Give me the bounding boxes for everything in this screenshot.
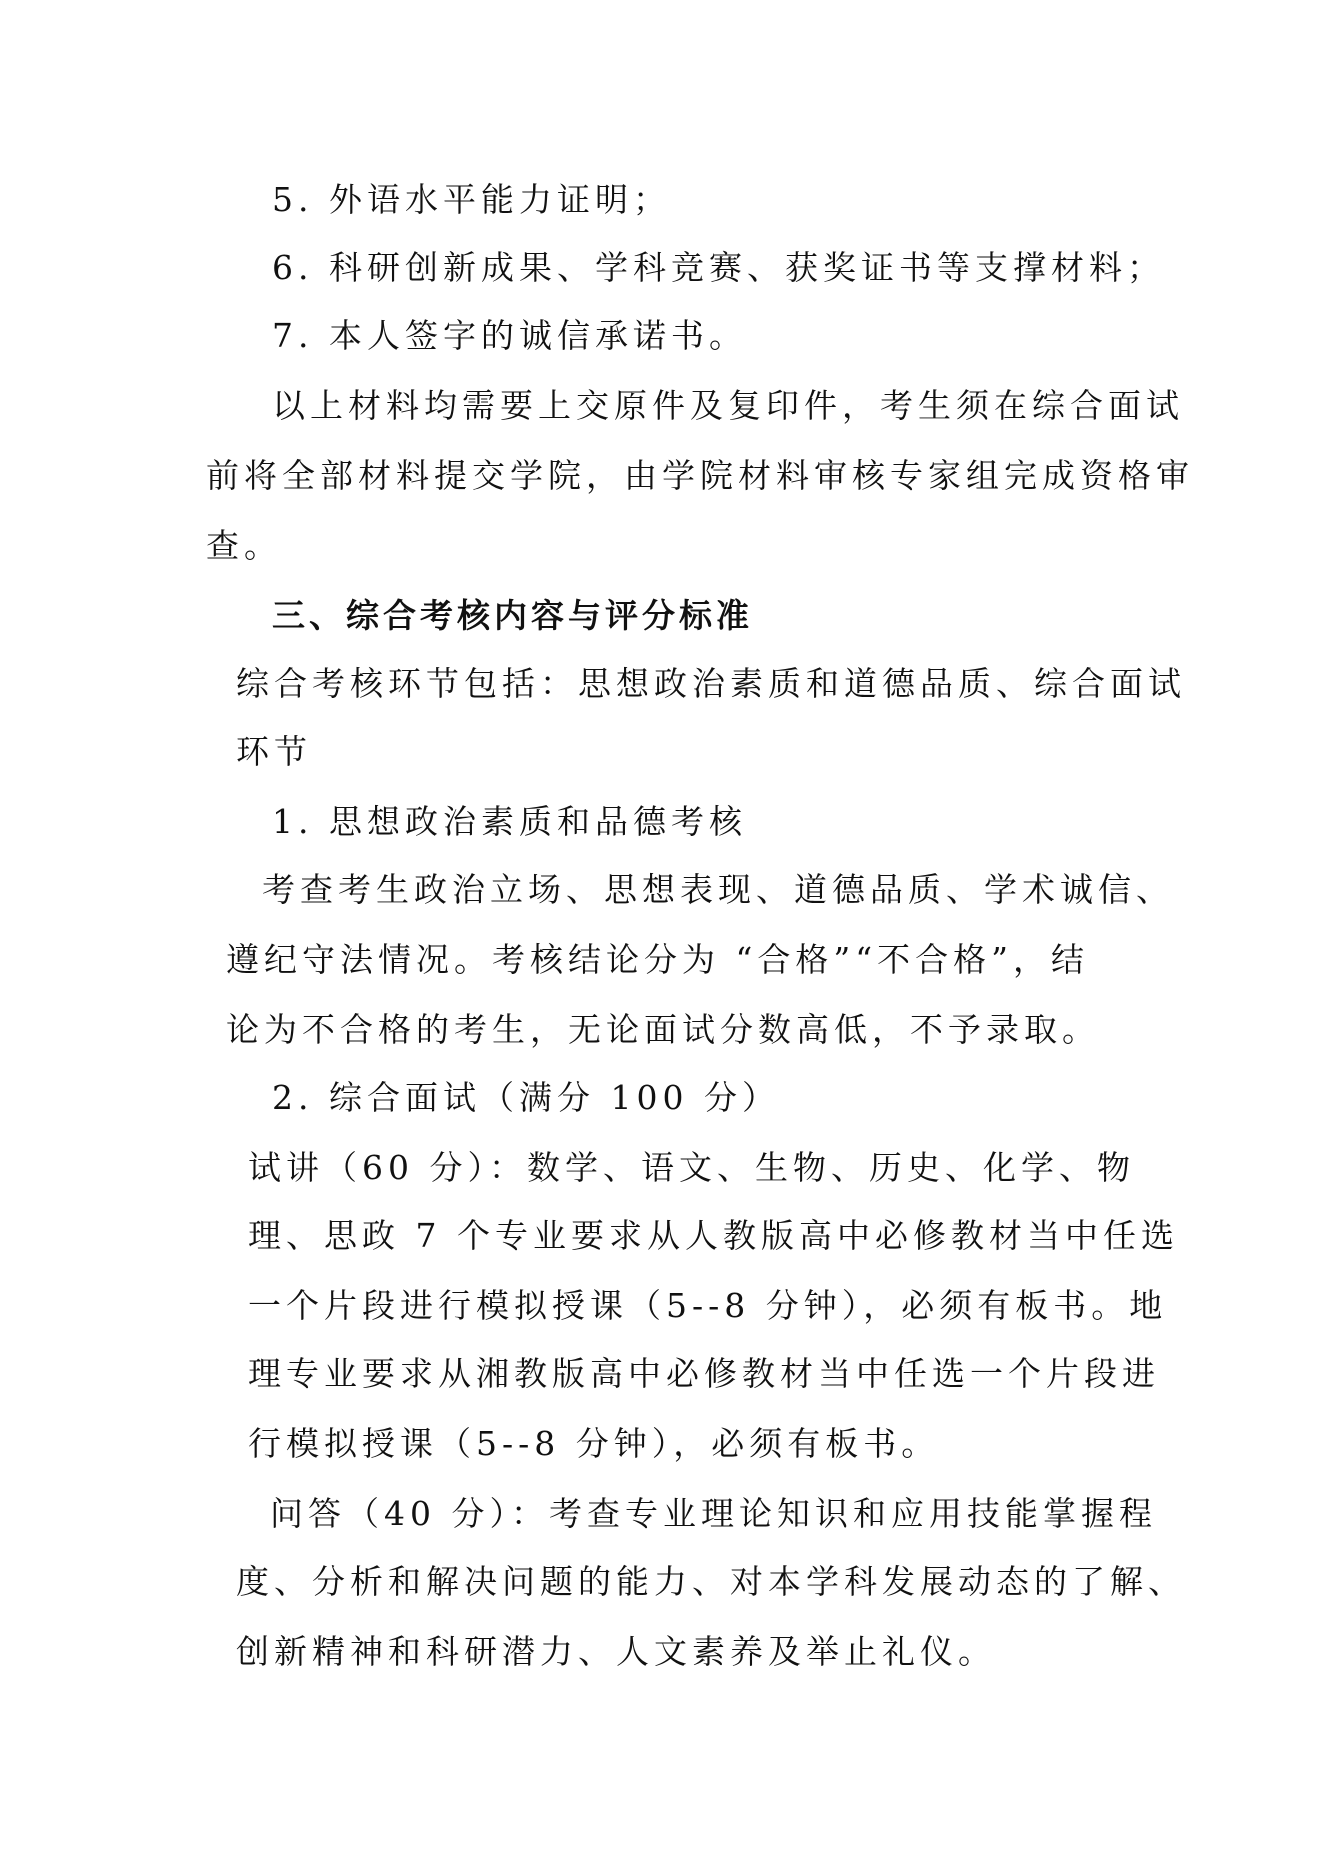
paragraph-line: 度、分析和解决问题的能力、对本学科发展动态的了解、 bbox=[236, 1562, 1186, 1601]
list-item-6: 6. 科研创新成果、学科竞赛、获奖证书等支撑材料； bbox=[272, 248, 1165, 287]
paragraph-line: 问答（40 分）：考查专业理论知识和应用技能掌握程 bbox=[270, 1494, 1157, 1533]
list-item-5: 5. 外语水平能力证明； bbox=[272, 180, 671, 219]
paragraph-line: 论为不合格的考生，无论面试分数高低，不予录取。 bbox=[226, 1010, 1100, 1049]
paragraph-line: 创新精神和科研潜力、人文素养及举止礼仪。 bbox=[236, 1632, 996, 1671]
paragraph-line: 综合考核环节包括：思想政治素质和道德品质、综合面试 bbox=[236, 664, 1186, 703]
paragraph-line: 理专业要求从湘教版高中必修教材当中任选一个片段进 bbox=[248, 1354, 1160, 1393]
paragraph-line: 环节 bbox=[236, 732, 312, 771]
paragraph-line: 以上材料均需要上交原件及复印件，考生须在综合面试 bbox=[272, 386, 1184, 425]
paragraph-line: 行模拟授课（5--8 分钟），必须有板书。 bbox=[248, 1424, 940, 1463]
list-item-7: 7. 本人签字的诚信承诺书。 bbox=[272, 316, 747, 355]
paragraph-line: 理、思政 7 个专业要求从人教版高中必修教材当中任选 bbox=[248, 1216, 1179, 1255]
paragraph-line: 试讲（60 分）：数学、语文、生物、历史、化学、物 bbox=[248, 1148, 1135, 1187]
paragraph-line: 查。 bbox=[206, 526, 282, 565]
paragraph-line: 一个片段进行模拟授课（5--8 分钟），必须有板书。地 bbox=[248, 1286, 1168, 1325]
subsection-heading: 2. 综合面试（满分 100 分） bbox=[272, 1078, 780, 1117]
paragraph-line: 遵纪守法情况。考核结论分为 “合格”“不合格”，结 bbox=[226, 940, 1089, 979]
paragraph-line: 考查考生政治立场、思想表现、道德品质、学术诚信、 bbox=[262, 870, 1174, 909]
subsection-heading: 1. 思想政治素质和品德考核 bbox=[272, 802, 747, 841]
section-heading: 三、综合考核内容与评分标准 bbox=[272, 596, 753, 635]
paragraph-line: 前将全部材料提交学院，由学院材料审核专家组完成资格审 bbox=[206, 456, 1194, 495]
